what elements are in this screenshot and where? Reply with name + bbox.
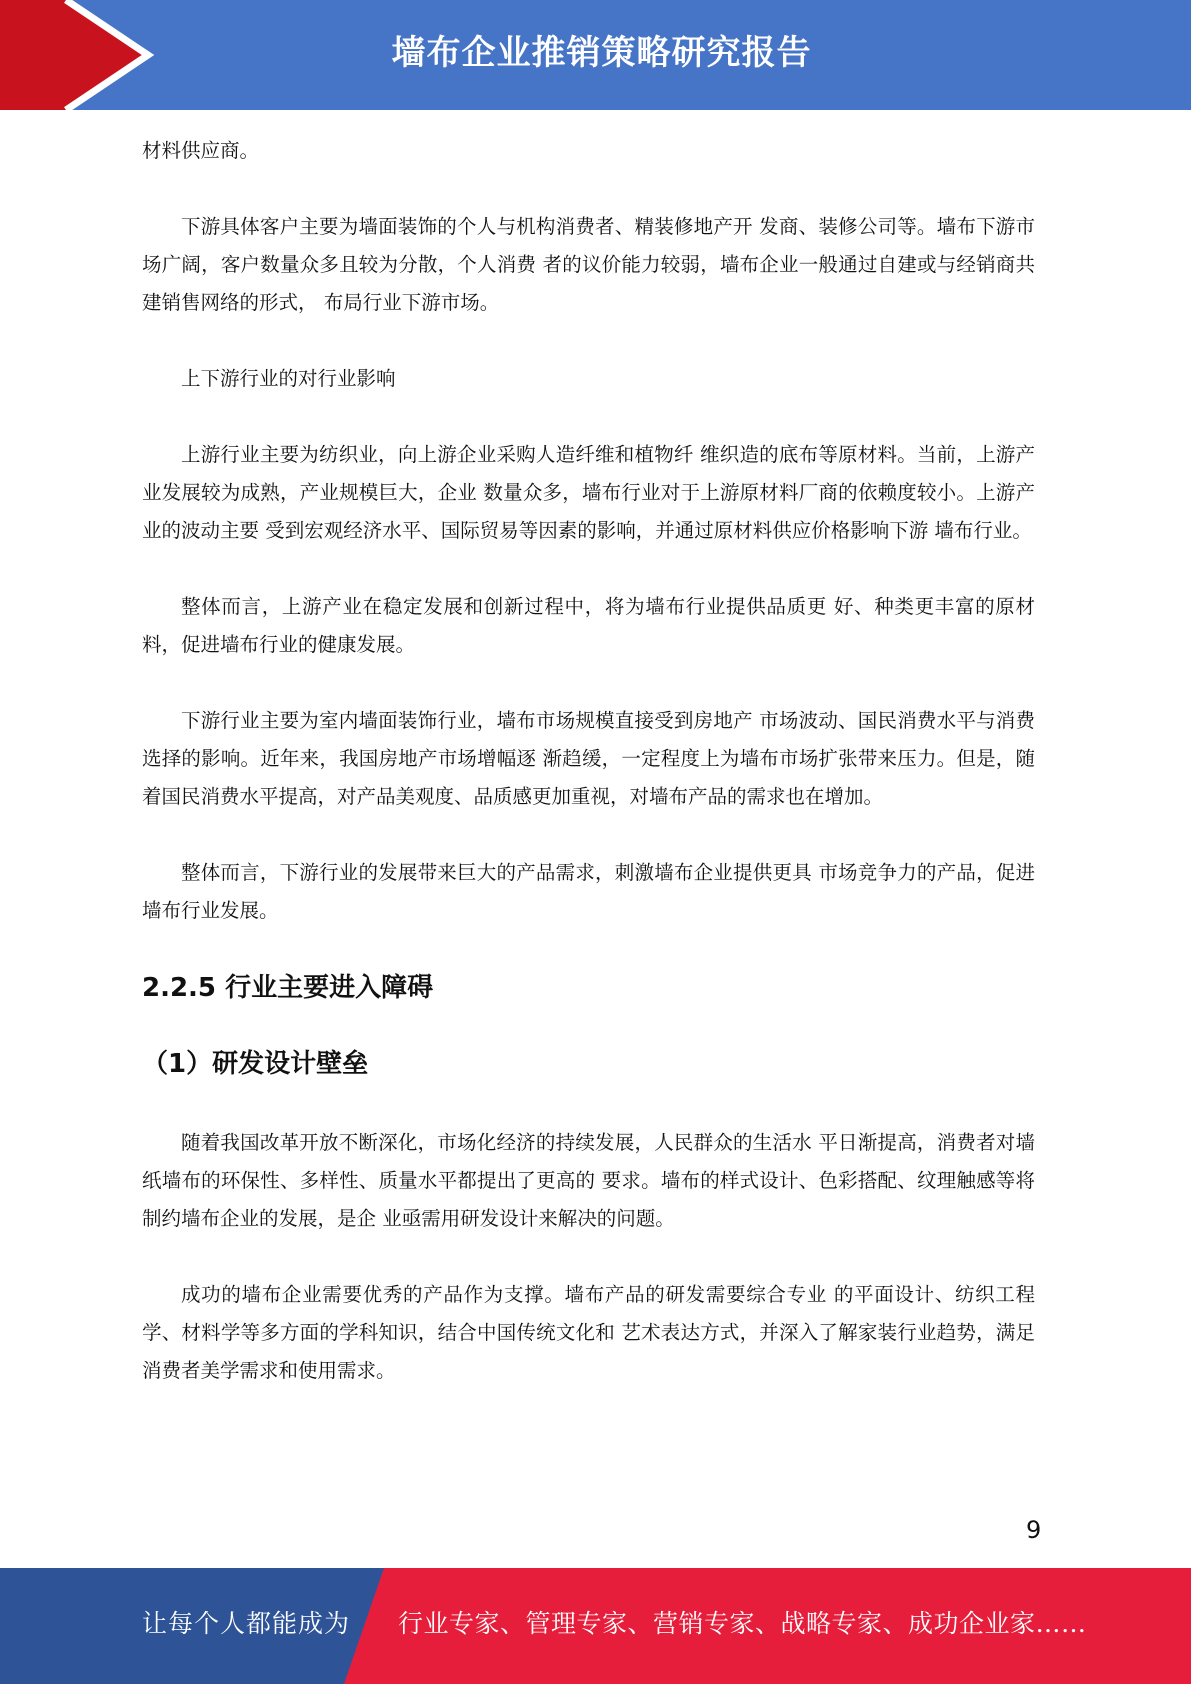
footer-slogan-left: 让每个人都能成为 [142, 1609, 351, 1638]
paragraph: 下游行业主要为室内墙面装饰行业，墙布市场规模直接受到房地产 市场波动、国民消费水平与消费选择的影响。近年来，我国房地产市场增幅逐 渐趋缓，一定程度上为墙布市场扩张带来压力。但是，随着国民消费水平提高，对产品美观度、品质感更加重视，对墙布产品的需求也在增加。 [142, 709, 1035, 808]
page-header [0, 0, 1191, 110]
paragraph: 随着我国改革开放不断深化，市场化经济的持续发展，人民群众的生活水 平日渐提高，消费者对墙纸墙布的环保性、多样性、质量水平都提出了更高的 要求。墙布的样式设计、色彩搭配、纹理触感等将制约墙布企业的发展，是企 业亟需用研发设计来解决的问题。 [142, 1131, 1035, 1230]
section-heading: 2.2.5 行业主要进入障碍 [142, 973, 434, 1003]
paragraph: 成功的墙布企业需要优秀的产品作为支撑。墙布产品的研发需要综合专业 的平面设计、纺织工程学、材料学等多方面的学科知识，结合中国传统文化和 艺术表达方式，并深入了解家装行业趋势，满足消费者美学需求和使用需求。 [142, 1283, 1035, 1382]
paragraph: 下游具体客户主要为墙面装饰的个人与机构消费者、精装修地产开 发商、装修公司等。墙布下游市场广阔，客户数量众多且较为分散，个人消费 者的议价能力较弱，墙布企业一般通过自建或与经销商共建销售网络的形式， 布局行业下游市场。 [142, 215, 1035, 314]
paragraph: 材料供应商。 [142, 139, 260, 162]
page-footer [0, 1568, 1191, 1684]
paragraph: 上游行业主要为纺织业，向上游企业采购人造纤维和植物纤 维织造的底布等原材料。当前，上游产业发展较为成熟，产业规模巨大，企业 数量众多，墙布行业对于上游原材料厂商的依赖度较小。上游产业的波动主要 受到宏观经济水平、国际贸易等因素的影响，并通过原材料供应价格影响下游 墙布行业。 [142, 443, 1035, 542]
document-body [142, 132, 1035, 1428]
subsection-heading: （1）研发设计壁垒 [142, 1049, 369, 1079]
paragraph-subheading: 上下游行业的对行业影响 [181, 367, 396, 390]
footer-slogan-right: 行业专家、管理专家、营销专家、战略专家、成功企业家…… [398, 1609, 1087, 1638]
paragraph: 整体而言，下游行业的发展带来巨大的产品需求，刺激墙布企业提供更具 市场竞争力的产品，促进墙布行业发展。 [142, 861, 1035, 922]
page-number: 9 [1026, 1516, 1042, 1544]
document-title: 墙布企业推销策略研究报告 [391, 33, 812, 73]
paragraph: 整体而言，上游产业在稳定发展和创新过程中，将为墙布行业提供品质更 好、种类更丰富的原材料，促进墙布行业的健康发展。 [142, 595, 1035, 656]
